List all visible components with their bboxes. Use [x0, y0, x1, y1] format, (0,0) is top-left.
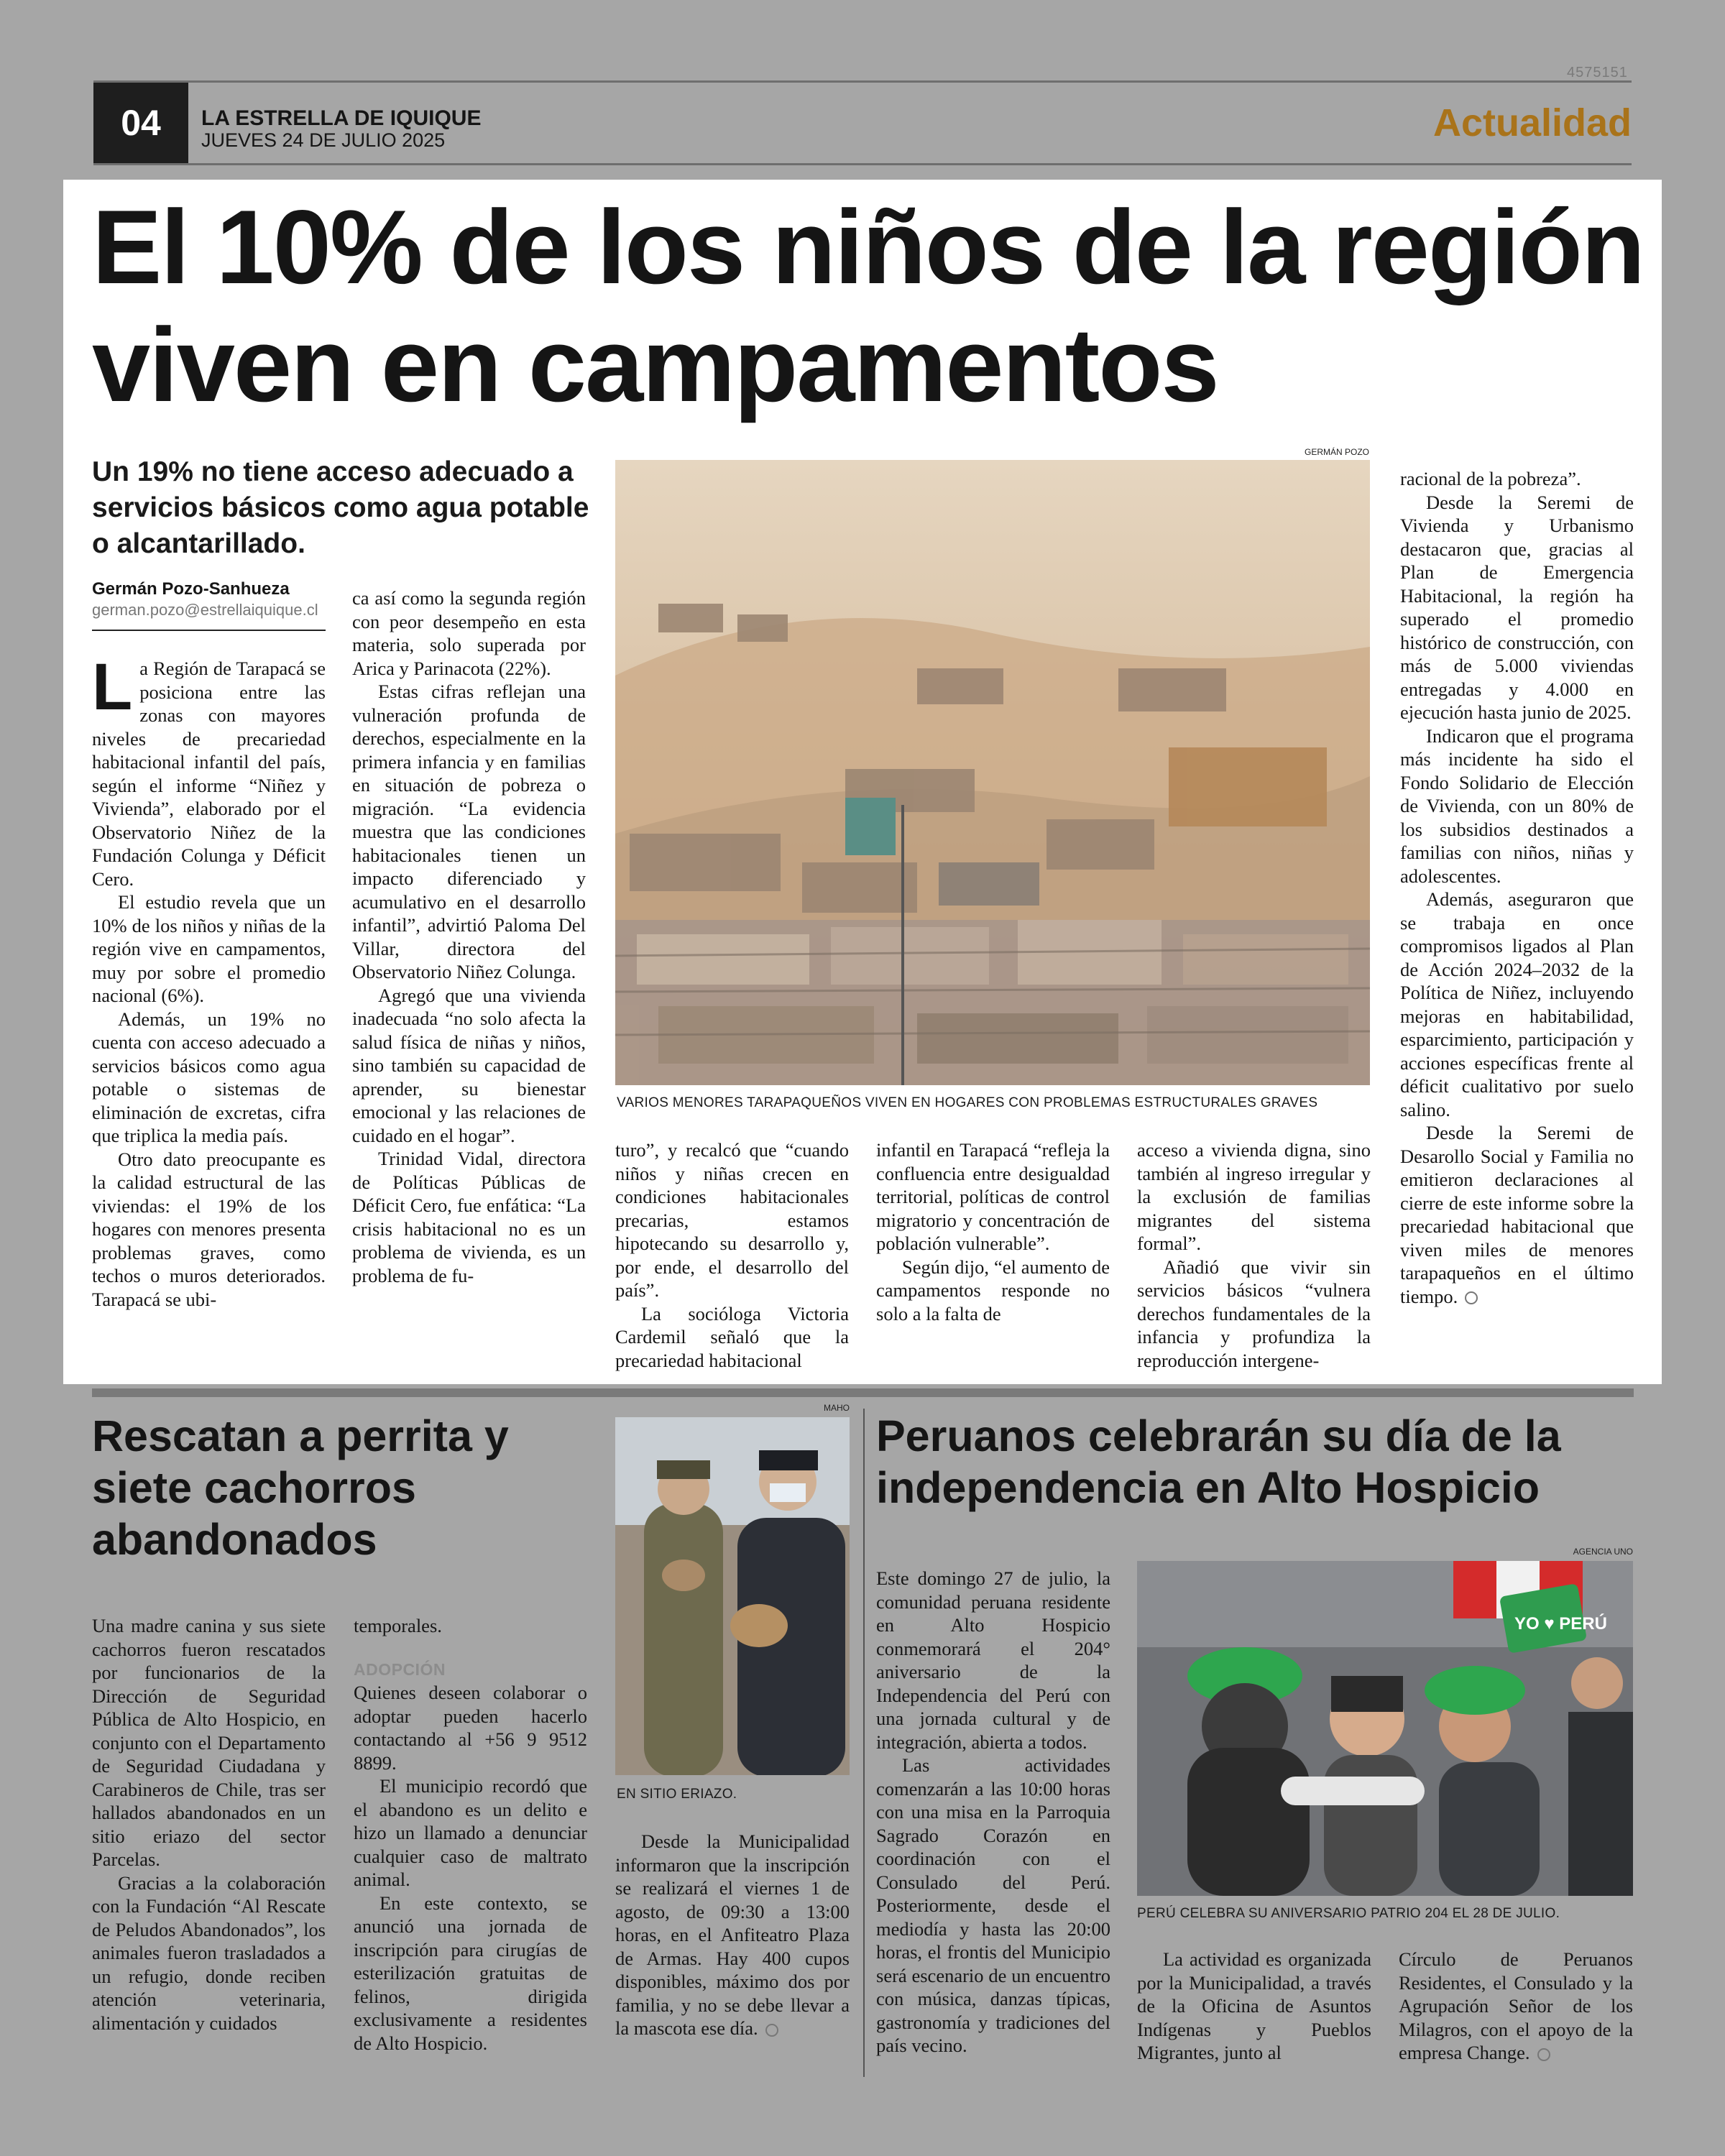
publication-name: LA ESTRELLA DE IQUIQUE: [201, 106, 482, 130]
main-paragraph: a Región de Tarapacá se posiciona entre las zonas con mayores niveles de precariedad habitacional infantil del país, según el informe “Niñez y Vivienda”, elaborado por el Observatorio Niñez de la Fundación Colunga y Déficit Cero.: [92, 658, 326, 890]
story3-photo-credit: AGENCIA UNO: [1573, 1547, 1633, 1557]
story2-paragraph: Una madre canina y sus siete cachorros fueron rescatados por funcionarios de la Dirección de Seguridad Pública de Alto Hospicio, en conjunto con el Departamento de Seguridad Ciudadana y Carabineros de Chile, tras ser hallados abandonados en un sitio eriazo del sector Parcelas.: [92, 1615, 326, 1870]
story2-paragraph: En este contexto, se anunció una jornada de inscripción para cirugías de esterilización gratuitas de felinos, dirigida exclusivamente a residentes de Alto Hospicio.: [354, 1892, 587, 2054]
story3-paragraph-text: Círculo de Peruanos Residentes, el Consulado y la Agrupación Señor de los Milagros, con el apoyo de la empresa Change.: [1399, 1948, 1633, 2063]
story3-paragraph: La actividad es organizada por la Municipalidad, a través de la Oficina de Asuntos Indígenas y Pueblos Migrantes, junto al: [1137, 1948, 1371, 2063]
header-rule-bottom: [93, 163, 1632, 165]
main-body-col-6: [1400, 467, 1634, 1380]
story3-photo-caption: PERÚ CELEBRA SU ANIVERSARIO PATRIO 204 EL 28 DE JULIO.: [1137, 1906, 1560, 1921]
story2-photo-credit: MAHO: [824, 1403, 850, 1413]
main-paragraph-text: Desde la Seremi de Desarollo Social y Familia no emitieron declaraciones al cierre de este informe sobre la precariedad habitacional que viven miles de menores tarapaqueños en el último tiempo.: [1400, 1122, 1634, 1307]
page-number: 04: [121, 103, 161, 143]
story3-col-1: [876, 1567, 1110, 2074]
main-paragraph: Estas cifras reflejan una vulneración profunda de derechos, especialmente en la primera infancia y en familias en situación de pobreza o migración. “La evidencia muestra que las condiciones habitacionales tienen un impacto diferenciado y acumulativo en el desarrollo infantil”, advirtió Paloma Del Villar, directora del Observatorio Niñez Colunga.: [352, 681, 586, 982]
story2-paragraph: Gracias a la colaboración con la Fundación “Al Rescate de Peludos Abandonados”, los animales fueron trasladados a un refugio, donde reciben atención veterinaria, alimentación y cuidados: [92, 1871, 326, 2034]
campamento-photo-graphic: [615, 460, 1370, 1085]
end-mark-icon: [1465, 1291, 1478, 1304]
story2-headline: Rescatan a perrita y siete cachorros abandonados: [92, 1411, 509, 1564]
main-body-col-4: [876, 1138, 1110, 1379]
main-paragraph: Agregó que una vivienda inadecuada “no solo afecta la salud física de niñas y niños, sino también su capacidad de aprender, su bienestar emocional y las relaciones de cuidado en el hogar”.: [352, 984, 586, 1146]
main-paragraph: infantil en Tarapacá “refleja la confluencia entre desigualdad territorial, políticas de control migratorio y concentración de población vulnerable”.: [876, 1139, 1110, 1254]
main-paragraph: [1400, 1121, 1634, 1308]
celebration-photo: [1137, 1561, 1633, 1896]
end-mark-icon: [1537, 2048, 1550, 2061]
story3-paragraph: Las actividades comenzarán a las 10:00 horas con una misa en la Parroquia Sagrado Corazón en coordinación con el Consulado del Perú. Posteriormente, desde el mediodía y hasta las 20:00 horas, el frontis del Municipio será escenario de un encuentro con música, danzas típicas, gastronomía y tradiciones del país vecino.: [876, 1754, 1110, 2056]
section-label: Actualidad: [1432, 101, 1632, 144]
author-email: german.pozo@estrellaiquique.cl: [92, 601, 318, 619]
sign-text: YO ♥ PERÚ: [1514, 1614, 1607, 1634]
story3-col-3: [1399, 1948, 1633, 2074]
story2-col-1: [92, 1614, 326, 2074]
celebration-photo-graphic: [1137, 1561, 1633, 1896]
main-photo-credit: GERMÁN POZO: [1304, 447, 1369, 457]
main-photo-caption: VARIOS MENORES TARAPAQUEÑOS VIVEN EN HOGARES CON PROBLEMAS ESTRUCTURALES GRAVES: [617, 1095, 1318, 1110]
main-paragraph: Además, aseguraron que se trabaja en once compromisos ligados al Plan de Acción 2024–2032 de la Política de Niñez, incluyendo mejoras en habitabilidad, esparcimiento, participación y acciones específicas frente al déficit cualitativo por suelo salino.: [1400, 888, 1634, 1120]
story2-col-3: [615, 1830, 850, 2074]
story3-col-2: [1137, 1948, 1371, 2074]
story2-photo-caption: EN SITIO ERIAZO.: [617, 1787, 737, 1802]
header-rule-top: [93, 80, 1632, 83]
page-code: 4575151: [1567, 65, 1628, 80]
rescue-photo: [615, 1417, 850, 1775]
main-body-col-2: [352, 586, 586, 1377]
author-name: Germán Pozo-Sanhueza: [92, 579, 290, 599]
story3-headline: Peruanos celebrarán su día de la independencia en Alto Hospicio: [876, 1411, 1561, 1512]
main-body-col-1: [92, 657, 326, 1376]
main-paragraph: Añadió que vivir sin servicios básicos “vulnera derechos fundamentales de la infancia y profundiza la reproducción intergene-: [1137, 1256, 1371, 1371]
publication-date: JUEVES 24 DE JULIO 2025: [201, 129, 446, 151]
rescue-photo-graphic: [615, 1417, 850, 1775]
end-mark-icon: [765, 2024, 778, 2037]
main-body-col-3: [615, 1138, 849, 1379]
main-paragraph: Indicaron que el programa más incidente ha sido el Fondo Solidario de Elección de Vivienda, con un 80% de los subsidios destinados a familias con niños, niñas y adolescentes.: [1400, 724, 1634, 887]
main-paragraph: El estudio revela que un 10% de los niños y niñas de la región vive en campamentos, muy por sobre el promedio nacional (6%).: [92, 891, 326, 1006]
page-number-box: [93, 83, 188, 163]
main-paragraph: Además, un 19% no cuenta con acceso adecuado a servicios básicos como agua potable o sistemas de eliminación de excretas, cifra que triplica la media país.: [92, 1008, 326, 1146]
main-paragraph: Otro dato preocupante es la calidad estructural de las viviendas: el 19% de los hogares con menores presenta problemas graves, como techos o muros deteriorados. Tarapacá se ubi-: [92, 1148, 326, 1310]
main-paragraph: Según dijo, “el aumento de campamentos responde no solo a la falta de: [876, 1256, 1110, 1325]
campamento-photo: [615, 460, 1370, 1085]
story3-paragraph: Este domingo 27 de julio, la comunidad peruana residente en Alto Hospicio conmemorará el 204° aniversario de la Independencia del Perú con una jornada cultural y de integración, abierta a todos.: [876, 1567, 1110, 1753]
main-headline: El 10% de los niños de la región viven en campamentos: [92, 188, 1644, 423]
story3-paragraph: [1399, 1948, 1633, 2065]
main-paragraph: acceso a vivienda digna, sino también al ingreso irregular y la exclusión de familias migrantes del sistema formal”.: [1137, 1139, 1371, 1254]
main-paragraph: Desde la Seremi de Vivienda y Urbanismo destacaron que, gracias al Plan de Emergencia Habitacional, la región ha superado el promedio histórico de construcción, con más de 5.000 viviendas entregadas y 4.000 en ejecución hasta junio de 2025.: [1400, 491, 1634, 723]
story2-paragraph-text: Desde la Municipalidad informaron que la inscripción se realizará el viernes 1 de agosto, de 09:30 a 13:00 horas, en el Anfiteatro Plaza de Armas. Hay 400 cupos disponibles, máximo dos por familia, y no se debe llevar a la mascota ese día.: [615, 1830, 850, 2039]
main-paragraph: La socióloga Victoria Cardemil señaló que la precariedad habitacional: [615, 1302, 849, 1371]
story2-col-2: [354, 1614, 587, 2074]
main-paragraph: turo”, y recalcó que “cuando niños y niñas crecen en condiciones habitacionales precarias, estamos hipotecando su desarrollo y, por ende, el desarrollo del país”.: [615, 1139, 849, 1301]
byline-rule: [92, 630, 326, 631]
main-paragraph: racional de la pobreza”.: [1400, 468, 1581, 489]
story2-paragraph: El municipio recordó que el abandono es un delito e hizo un llamado a denunciar cualquier caso de maltrato animal.: [354, 1775, 587, 1890]
adopcion-subtitle: ADOPCIÓN: [354, 1659, 446, 1679]
story2-paragraph: Quienes deseen colaborar o adoptar pueden hacerlo contactando al +56 9 9512 8899.: [354, 1682, 587, 1774]
section-divider: [92, 1388, 1634, 1397]
story2-paragraph: temporales.: [354, 1615, 442, 1636]
story2-paragraph: [615, 1830, 850, 2040]
story-separator: [863, 1409, 865, 2077]
main-body-col-5: [1137, 1138, 1371, 1379]
main-paragraph: ca así como la segunda región con peor desempeño en esta materia, solo superada por Arica y Parinacota (22%).: [352, 587, 586, 679]
main-paragraph: Trinidad Vidal, directora de Políticas Públicas de Déficit Cero, fue enfática: “La crisis habitacional no es un problema de vivienda, es un problema de fu-: [352, 1148, 586, 1286]
drop-cap: L: [92, 657, 133, 724]
main-subhead: Un 19% no tiene acceso adecuado a servicios básicos como agua potable o alcantarillado.: [92, 456, 589, 559]
